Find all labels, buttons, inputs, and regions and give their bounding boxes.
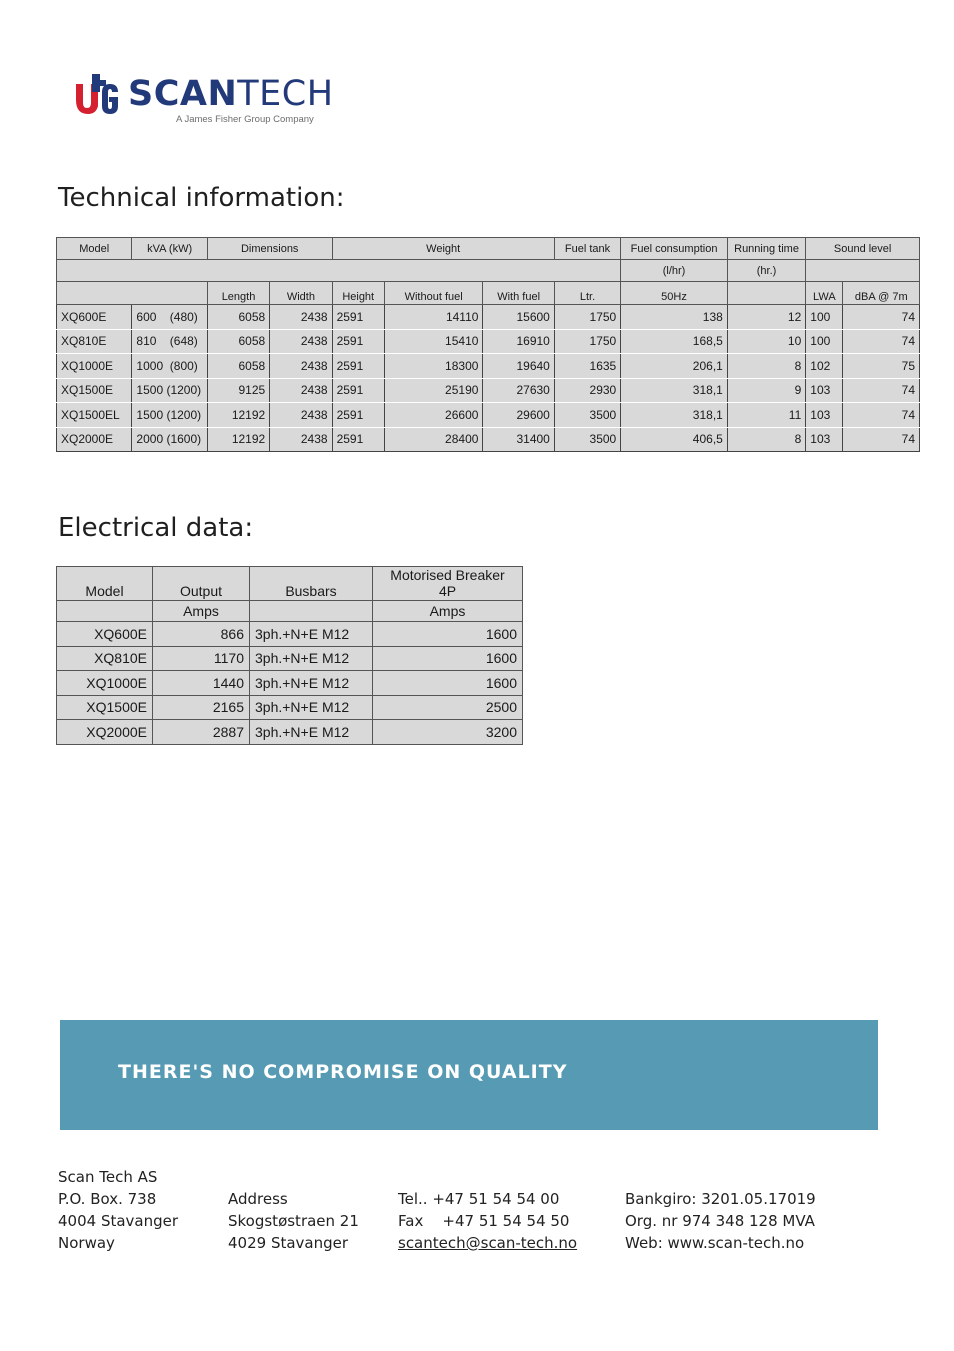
cell-model: XQ1500EL [57,403,132,428]
cell-running: 10 [727,329,805,354]
cell-height: 2591 [332,378,384,403]
banner-slogan: THERE'S NO COMPROMISE ON QUALITY [118,1061,568,1083]
cell-tank: 1750 [554,305,620,330]
col-header-output: Output [153,567,250,601]
cell-running: 11 [727,403,805,428]
table-row [57,427,920,452]
cell-length: 9125 [207,378,269,403]
footer-address-label: Address [228,1190,288,1208]
table-row [57,403,920,428]
cell-consumption: 318,1 [621,403,728,428]
cell-width: 2438 [270,354,332,379]
cell-with-fuel: 27630 [483,378,554,403]
footer-contact [398,1188,577,1254]
cell-dba: 75 [843,354,920,379]
technical-heading: Technical information: [58,183,345,213]
cell-height: 2591 [332,403,384,428]
footer-address [228,1188,359,1254]
footer-country: Norway [58,1234,115,1252]
cell-with-fuel: 29600 [483,403,554,428]
cell-dba: 74 [843,403,920,428]
cell-with-fuel: 15600 [483,305,554,330]
cell-height: 2591 [332,354,384,379]
technical-subheader-row [57,282,920,305]
footer-fax: Fax +47 51 54 54 50 [398,1212,570,1230]
cell-without-fuel: 14110 [384,305,483,330]
cell-lwa: 100 [806,305,843,330]
cell-length: 12192 [207,403,269,428]
footer-po-box: P.O. Box. 738 [58,1190,157,1208]
quality-banner [60,1020,878,1130]
footer-bank [625,1188,816,1254]
subheader-dba: dBA @ 7m [843,282,920,305]
scantech-emblem-icon [72,70,122,118]
cell-breaker: 1600 [373,646,523,671]
cell-model: XQ600E [57,305,132,330]
cell-tank: 3500 [554,403,620,428]
technical-table [56,237,920,452]
subheader-with-fuel: With fuel [483,282,554,305]
cell-length: 12192 [207,427,269,452]
table-row [57,354,920,379]
cell-width: 2438 [270,427,332,452]
logo-tagline: A James Fisher Group Company [176,114,314,125]
technical-header-row [57,238,920,260]
cell-with-fuel: 19640 [483,354,554,379]
unit-running: (hr.) [727,260,805,282]
cell-width: 2438 [270,305,332,330]
col-header-kva: kVA (kW) [132,238,207,260]
cell-busbars: 3ph.+N+E M12 [250,720,373,745]
cell-output: 1170 [153,646,250,671]
cell-output: 2887 [153,720,250,745]
cell-tank: 1750 [554,329,620,354]
cell-width: 2438 [270,403,332,428]
cell-height: 2591 [332,329,384,354]
col-header-breaker: Motorised Breaker 4P [373,567,523,601]
cell-output: 1440 [153,671,250,696]
col-header-busbars: Busbars [250,567,373,601]
electrical-unit-row [57,601,523,622]
cell-lwa: 103 [806,403,843,428]
cell-without-fuel: 26600 [384,403,483,428]
cell-model: XQ1000E [57,354,132,379]
subheader-50hz: 50Hz [621,282,728,305]
electrical-header-row [57,567,523,601]
footer-web: Web: www.scan-tech.no [625,1234,805,1252]
cell-model: XQ810E [57,646,153,671]
cell-tank: 3500 [554,427,620,452]
cell-consumption: 206,1 [621,354,728,379]
cell-output: 866 [153,622,250,647]
cell-length: 6058 [207,354,269,379]
cell-running: 8 [727,354,805,379]
subheader-ltr: Ltr. [554,282,620,305]
col-header-model: Model [57,567,153,601]
col-header-weight: Weight [332,238,554,260]
cell-lwa: 103 [806,378,843,403]
table-row [57,720,523,745]
cell-dba: 74 [843,427,920,452]
col-header-sound-level: Sound level [806,238,920,260]
table-row [57,646,523,671]
footer-postcode: 4004 Stavanger [58,1212,179,1230]
cell-tank: 2930 [554,378,620,403]
cell-length: 6058 [207,329,269,354]
cell-running: 9 [727,378,805,403]
cell-height: 2591 [332,305,384,330]
cell-width: 2438 [270,329,332,354]
col-header-dimensions: Dimensions [207,238,332,260]
cell-model: XQ600E [57,622,153,647]
cell-kva: 600 (480) [132,305,207,330]
cell-model: XQ1000E [57,671,153,696]
electrical-heading: Electrical data: [58,513,254,543]
table-row [57,305,920,330]
cell-dba: 74 [843,305,920,330]
subheader-length: Length [207,282,269,305]
cell-with-fuel: 16910 [483,329,554,354]
cell-lwa: 103 [806,427,843,452]
cell-kva: 810 (648) [132,329,207,354]
technical-unit-row [57,260,920,282]
cell-kva: 2000 (1600) [132,427,207,452]
cell-lwa: 100 [806,329,843,354]
cell-breaker: 1600 [373,622,523,647]
footer-bankgiro: Bankgiro: 3201.05.17019 [625,1190,816,1208]
cell-consumption: 168,5 [621,329,728,354]
table-row [57,695,523,720]
footer-street: Skogstøstraen 21 [228,1212,359,1230]
cell-tank: 1635 [554,354,620,379]
col-header-model: Model [57,238,132,260]
cell-running: 12 [727,305,805,330]
col-header-running-time: Running time [727,238,805,260]
cell-without-fuel: 18300 [384,354,483,379]
cell-without-fuel: 25190 [384,378,483,403]
cell-kva: 1500 (1200) [132,403,207,428]
footer-city: 4029 Stavanger [228,1234,349,1252]
cell-dba: 74 [843,378,920,403]
cell-model: XQ1500E [57,695,153,720]
col-header-fuel-consumption: Fuel consumption [621,238,728,260]
table-row [57,671,523,696]
unit-breaker: Amps [373,601,523,622]
cell-model: XQ1500E [57,378,132,403]
cell-busbars: 3ph.+N+E M12 [250,695,373,720]
cell-breaker: 3200 [373,720,523,745]
cell-busbars: 3ph.+N+E M12 [250,622,373,647]
cell-busbars: 3ph.+N+E M12 [250,671,373,696]
cell-length: 6058 [207,305,269,330]
cell-consumption: 138 [621,305,728,330]
subheader-without-fuel: Without fuel [384,282,483,305]
cell-busbars: 3ph.+N+E M12 [250,646,373,671]
cell-kva: 1000 (800) [132,354,207,379]
cell-kva: 1500 (1200) [132,378,207,403]
footer-tel: Tel.. +47 51 54 54 00 [398,1190,560,1208]
subheader-lwa: LWA [806,282,843,305]
table-row [57,378,920,403]
footer-email-link[interactable]: scantech@scan-tech.no [398,1234,578,1252]
cell-width: 2438 [270,378,332,403]
cell-lwa: 102 [806,354,843,379]
footer-org-nr: Org. nr 974 348 128 MVA [625,1212,815,1230]
cell-model: XQ2000E [57,427,132,452]
footer-company-name: Scan Tech AS [58,1168,158,1186]
subheader-width: Width [270,282,332,305]
cell-without-fuel: 15410 [384,329,483,354]
cell-output: 2165 [153,695,250,720]
subheader-height: Height [332,282,384,305]
col-header-fuel-tank: Fuel tank [554,238,620,260]
footer-company [58,1166,178,1254]
cell-with-fuel: 31400 [483,427,554,452]
cell-dba: 74 [843,329,920,354]
table-row [57,622,523,647]
company-logo [72,68,332,130]
cell-model: XQ810E [57,329,132,354]
cell-height: 2591 [332,427,384,452]
cell-consumption: 406,5 [621,427,728,452]
cell-breaker: 1600 [373,671,523,696]
cell-without-fuel: 28400 [384,427,483,452]
unit-consumption: (l/hr) [621,260,728,282]
table-row [57,329,920,354]
cell-breaker: 2500 [373,695,523,720]
cell-consumption: 318,1 [621,378,728,403]
cell-running: 8 [727,427,805,452]
logo-wordmark: SCANTECH [128,74,334,114]
cell-model: XQ2000E [57,720,153,745]
unit-output: Amps [153,601,250,622]
electrical-table [56,566,523,745]
